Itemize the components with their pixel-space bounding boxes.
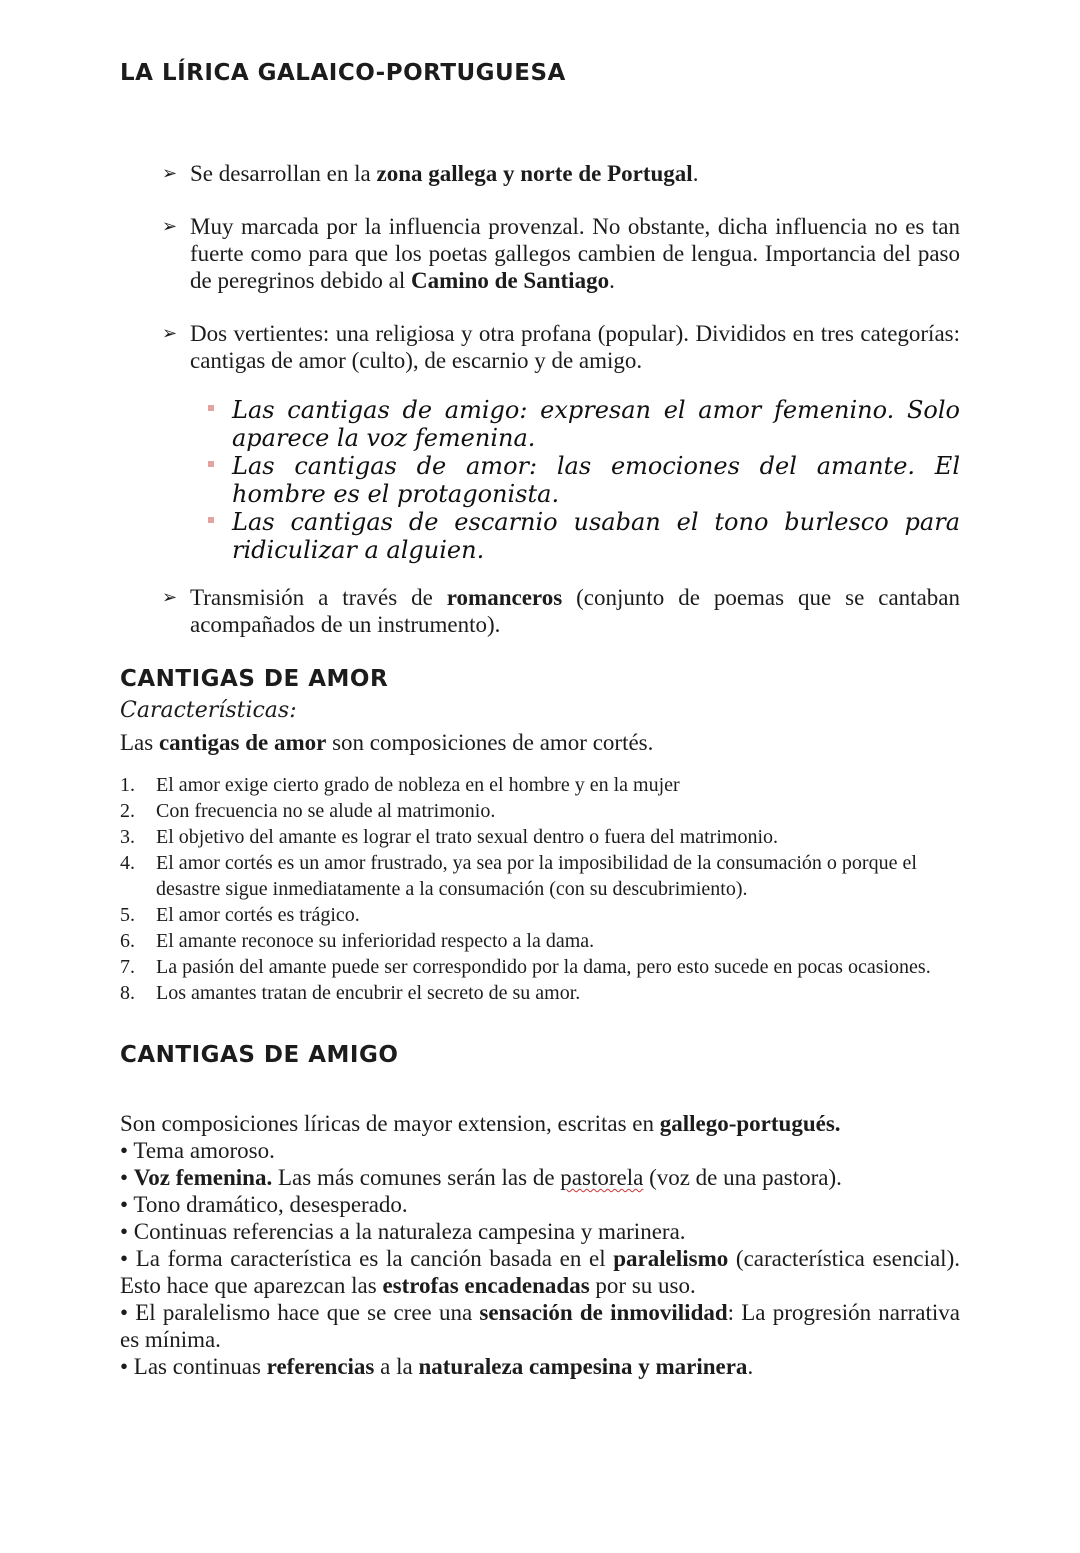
amigo-point: • Tema amoroso. [120,1137,275,1163]
list-item: 8. Los amantes tratan de encubrir el secreto de su amor. [120,982,581,1005]
intro-list [120,160,960,638]
list-item: ➢ Muy marcada por la influencia provenzal. No obstante, dicha influencia no es tan fuerte como para que los poetas gallegos cambien de lengua. Importancia del paso de peregrinos debido al Camino de Santiago. [162,213,960,294]
list-item: 2. Con frecuencia no se alude al matrimonio. [120,800,496,823]
list-item: 4. El amor cortés es un amor frustrado, ya sea por la imposibilidad de la consumación o porque el desastre sigue inmediatamente a la consumación (con su descubrimiento). [120,852,917,901]
amigo-point: • Tono dramático, desesperado. [120,1191,408,1217]
handwritten-note: Las cantigas de escarnio usaban el tono burlesco para ridiculizar a alguien. [206,508,960,564]
list-item: ➢ Dos vertientes: una religiosa y otra profana (popular). Divididos en tres categorías: cantigas de amor (culto), de escarnio y de amigo. Las cantigas de amigo: expresan el amor femenino. Solo aparece la voz femenina. Las cantigas de amor: las emociones del amante. El hombre es el protagonista. Las cantigas de escarnio usaban el tono burlesco para ridiculizar a alguien. [162,320,960,564]
amor-intro: Las cantigas de amor son composiciones de amor cortés. [120,730,654,756]
handwritten-notes [162,396,960,564]
list-item: 3. El objetivo del amante es lograr el trato sexual dentro o fuera del matrimonio. [120,826,779,849]
amigo-point: • La forma característica es la canción basada en el paralelismo (característica esencial). Esto hace que aparezcan las estrofas encadenadas por su uso. [120,1245,960,1298]
square-bullet-icon [208,461,214,467]
amigo-body [120,1110,960,1380]
characteristics-label: Características: [120,698,297,724]
list-item: 5. El amor cortés es trágico. [120,904,360,927]
list-item: 7. La pasión del amante puede ser correspondido por la dama, pero esto sucede en pocas ocasiones. [120,956,931,979]
handwritten-note: Las cantigas de amor: las emociones del amante. El hombre es el protagonista. [206,452,960,508]
section-heading-amigo: CANTIGAS DE AMIGO [120,1042,399,1069]
square-bullet-icon [208,517,214,523]
amor-characteristics-list [120,772,960,1006]
amigo-point: • Continuas referencias a la naturaleza campesina y marinera. [120,1218,686,1244]
section-heading-amor: CANTIGAS DE AMOR [120,665,389,692]
square-bullet-icon [208,405,214,411]
amigo-point: • El paralelismo hace que se cree una sensación de inmovilidad: La progresión narrativa es mínima. [120,1299,961,1352]
handwritten-note: Las cantigas de amigo: expresan el amor femenino. Solo aparece la voz femenina. [206,396,960,452]
amigo-point: • Voz femenina. Las más comunes serán las de pastorela (voz de una pastora). [120,1164,842,1190]
list-item: ➢ Se desarrollan en la zona gallega y norte de Portugal. [162,160,960,187]
spellcheck-underline: pastorela [560,1164,644,1190]
amigo-intro: Son composiciones líricas de mayor extension, escritas en gallego-portugués. [120,1110,841,1136]
list-item: 6. El amante reconoce su inferioridad respecto a la dama. [120,930,595,953]
list-item: 1. El amor exige cierto grado de nobleza en el hombre y en la mujer [120,774,680,797]
page-title: LA LÍRICA GALAICO-PORTUGUESA [120,60,566,86]
amigo-point: • Las continuas referencias a la naturaleza campesina y marinera. [120,1353,754,1379]
list-item: ➢ Transmisión a través de romanceros (conjunto de poemas que se cantaban acompañados de un instrumento). [162,584,960,638]
